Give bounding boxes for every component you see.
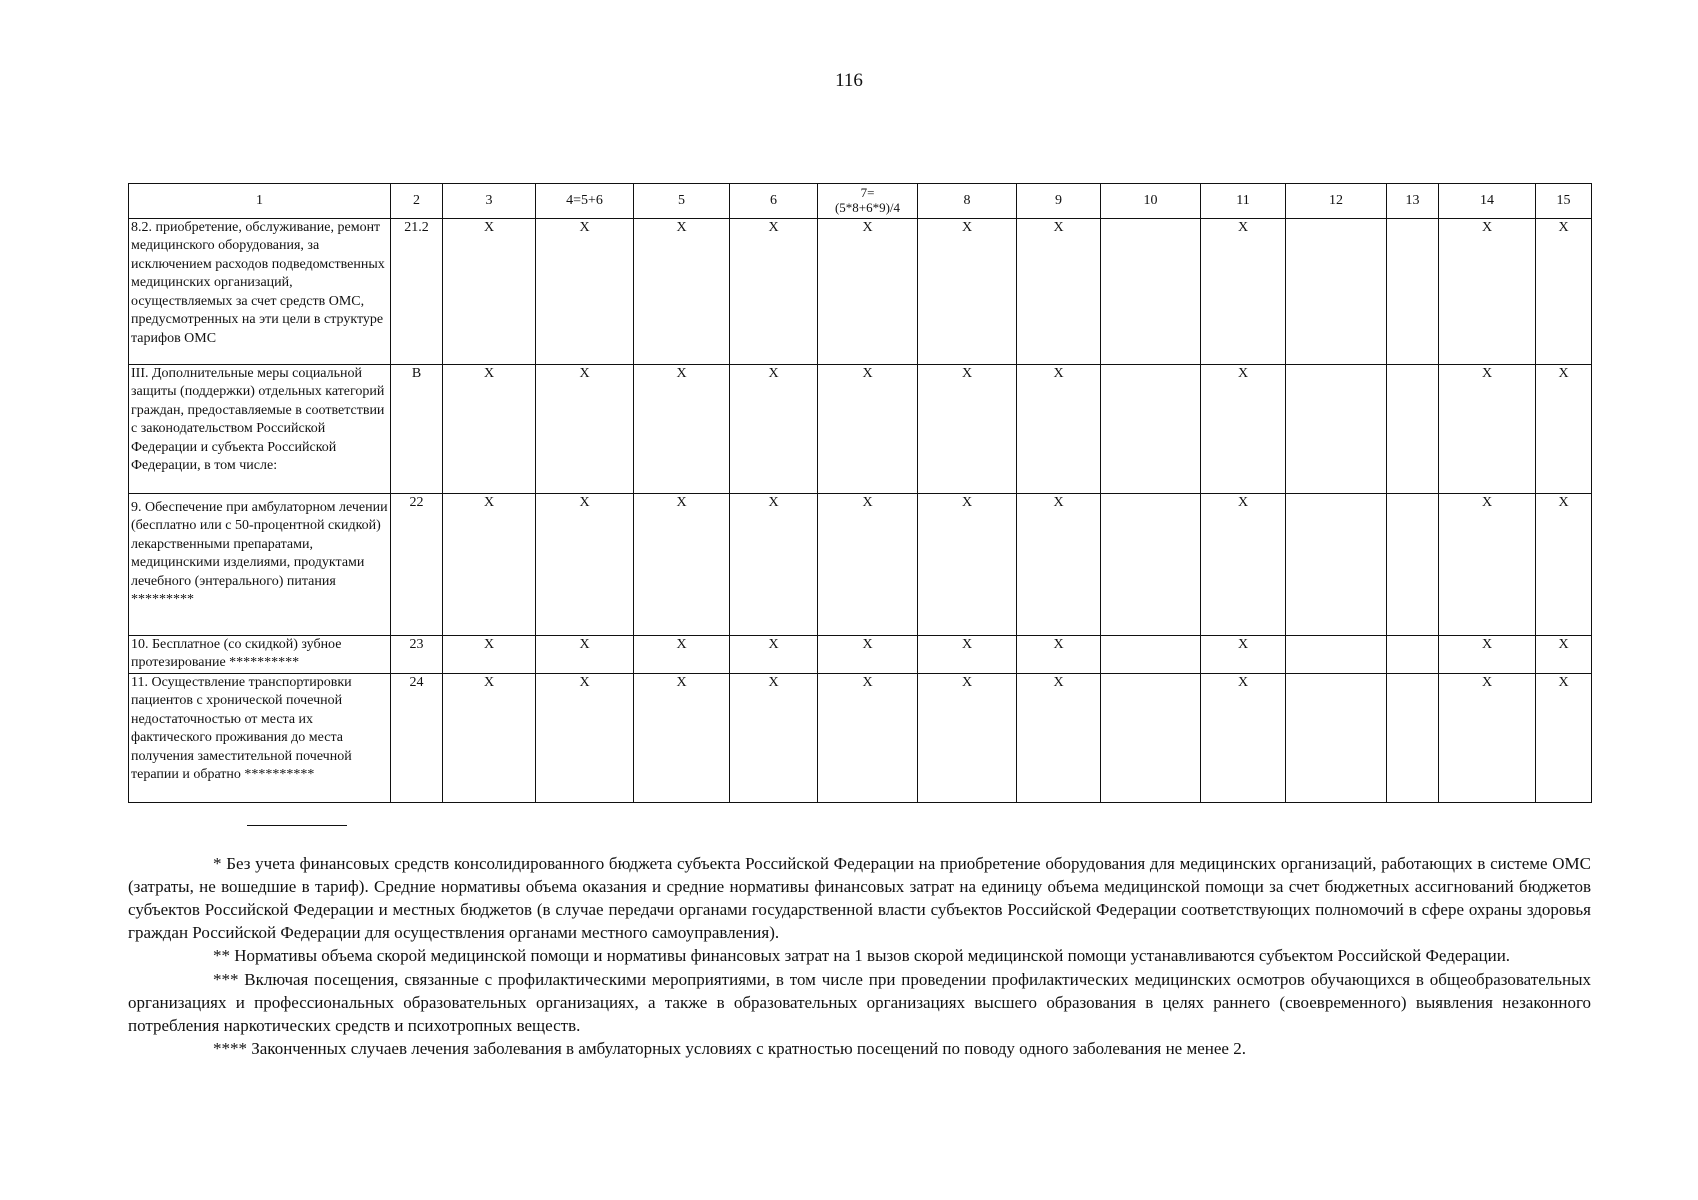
table-cell: X [818,219,918,365]
table-cell [1387,636,1439,674]
table-cell: X [730,219,818,365]
row-code: B [391,365,443,494]
header-cell: 12 [1286,184,1387,219]
header-cell: 15 [1536,184,1592,219]
table-cell: X [730,365,818,494]
table-cell: X [730,673,818,802]
header-cell: 14 [1439,184,1536,219]
table-cell: X [1439,494,1536,636]
table-cell: X [1017,673,1101,802]
table-cell: X [536,219,634,365]
row-label: 10. Бесплатное (со скидкой) зубное протезирование ********** [129,636,391,674]
table-cell: X [818,494,918,636]
table-cell: X [818,673,918,802]
header-cell: 7= (5*8+6*9)/4 [818,184,918,219]
table-cell: X [1439,365,1536,494]
header-cell: 8 [918,184,1017,219]
header-cell: 4=5+6 [536,184,634,219]
table-cell: X [1536,494,1592,636]
table-cell: X [1439,636,1536,674]
row-label: 9. Обеспечение при амбулаторном лечении (бесплатно или с 50-процентной скидкой) лекарственными препаратами, медицинскими изделиями, продуктами лечебного (энтерального) питания ********* [129,494,391,636]
row-label: 11. Осуществление транспортировки пациентов с хронической почечной недостаточностью от места их фактического проживания до места получения заместительной почечной терапии и обратно ********** [129,673,391,802]
table-row [129,365,1592,494]
table-cell: X [443,365,536,494]
table-cell: X [730,636,818,674]
table-cell: X [443,494,536,636]
footnotes [128,852,1591,1060]
row-label: III. Дополнительные меры социальной защиты (поддержки) отдельных категорий граждан, предоставляемые в соответствии с законодательством Российской Федерации и субъекта Российской Федерации, в том числе: [129,365,391,494]
table-cell [1101,494,1201,636]
table-cell: X [1017,636,1101,674]
header-cell: 6 [730,184,818,219]
table-cell [1286,636,1387,674]
table-cell: X [536,636,634,674]
header-cell: 5 [634,184,730,219]
row-code: 24 [391,673,443,802]
table-cell: X [443,636,536,674]
table-cell: X [536,365,634,494]
table-cell: X [634,365,730,494]
row-label: 8.2. приобретение, обслуживание, ремонт медицинского оборудования, за исключением расходов подведомственных медицинских организаций, осуществляемых за счет средств ОМС, предусмотренных на эти цели в структуре тарифов ОМС [129,219,391,365]
table-cell: X [818,636,918,674]
table-cell: X [536,673,634,802]
table-cell: X [918,673,1017,802]
table-cell [1101,673,1201,802]
row-code: 22 [391,494,443,636]
table-cell [1387,219,1439,365]
header-row [129,184,1592,219]
table-cell: X [1439,673,1536,802]
table-cell: X [1439,219,1536,365]
table-cell: X [634,494,730,636]
table-cell [1101,365,1201,494]
table-row [129,673,1592,802]
norms-table [128,183,1592,803]
table-cell: X [443,673,536,802]
table-cell: X [536,494,634,636]
table-cell: X [1201,494,1286,636]
table-cell: X [918,219,1017,365]
table-cell: X [1201,219,1286,365]
table-cell: X [443,219,536,365]
table-cell [1286,219,1387,365]
header-cell: 9 [1017,184,1101,219]
header-cell: 2 [391,184,443,219]
table-cell [1286,673,1387,802]
header-cell: 10 [1101,184,1201,219]
footnote: **** Законченных случаев лечения заболевания в амбулаторных условиях с кратностью посещений по поводу одного заболевания не менее 2. [213,1038,1246,1058]
table-cell [1286,365,1387,494]
footnote: * Без учета финансовых средств консолидированного бюджета субъекта Российской Федерации на приобретение оборудования для медицинских организаций, работающих в системе ОМС (затраты, не вошедшие в тариф). Средние нормативы объема оказания и средние нормативы финансовых затрат на единицу объема медицинской помощи за счет бюджетных ассигнований бюджетов субъектов Российской Федерации и местных бюджетов (в случае передачи органами государственной власти субъектов Российской Федерации соответствующих полномочий в сфере охраны здоровья граждан Российской Федерации для осуществления органами местного самоуправления). [128,854,1591,943]
table-cell: X [634,673,730,802]
table-cell: X [918,636,1017,674]
table-cell: X [918,494,1017,636]
table-cell [1101,219,1201,365]
table-cell: X [1201,365,1286,494]
footnote: ** Нормативы объема скорой медицинской помощи и нормативы финансовых затрат на 1 вызов скорой медицинской помощи устанавливаются субъектом Российской Федерации. [213,946,1511,966]
table-cell: X [1536,673,1592,802]
table-cell: X [1536,219,1592,365]
table-cell: X [1017,494,1101,636]
page-number: 116 [835,70,863,91]
header-cell: 11 [1201,184,1286,219]
footnote: *** Включая посещения, связанные с профилактическими мероприятиями, в том числе при проведении профилактических медицинских осмотров обучающихся в общеобразовательных организациях и профессиональных образовательных организациях, а также в образовательных организациях высшего образования в целях раннего (своевременного) выявления незаконного потребления наркотических средств и психотропных веществ. [128,969,1591,1035]
table-row [129,494,1592,636]
table-cell: X [1017,219,1101,365]
table-row [129,636,1592,674]
table-cell: X [1536,365,1592,494]
row-code: 21.2 [391,219,443,365]
table-cell [1387,494,1439,636]
table-cell: X [1536,636,1592,674]
table-cell: X [918,365,1017,494]
table-cell: X [1017,365,1101,494]
table-cell: X [1201,673,1286,802]
table-cell: X [634,219,730,365]
table-cell: X [1201,636,1286,674]
table-cell: X [818,365,918,494]
table-cell [1101,636,1201,674]
header-cell: 1 [129,184,391,219]
table-row [129,219,1592,365]
header-cell: 13 [1387,184,1439,219]
table-cell [1286,494,1387,636]
table-cell: X [730,494,818,636]
header-cell: 3 [443,184,536,219]
footnote-divider [247,825,347,826]
row-code: 23 [391,636,443,674]
table-cell [1387,365,1439,494]
table-cell: X [634,636,730,674]
table-cell [1387,673,1439,802]
